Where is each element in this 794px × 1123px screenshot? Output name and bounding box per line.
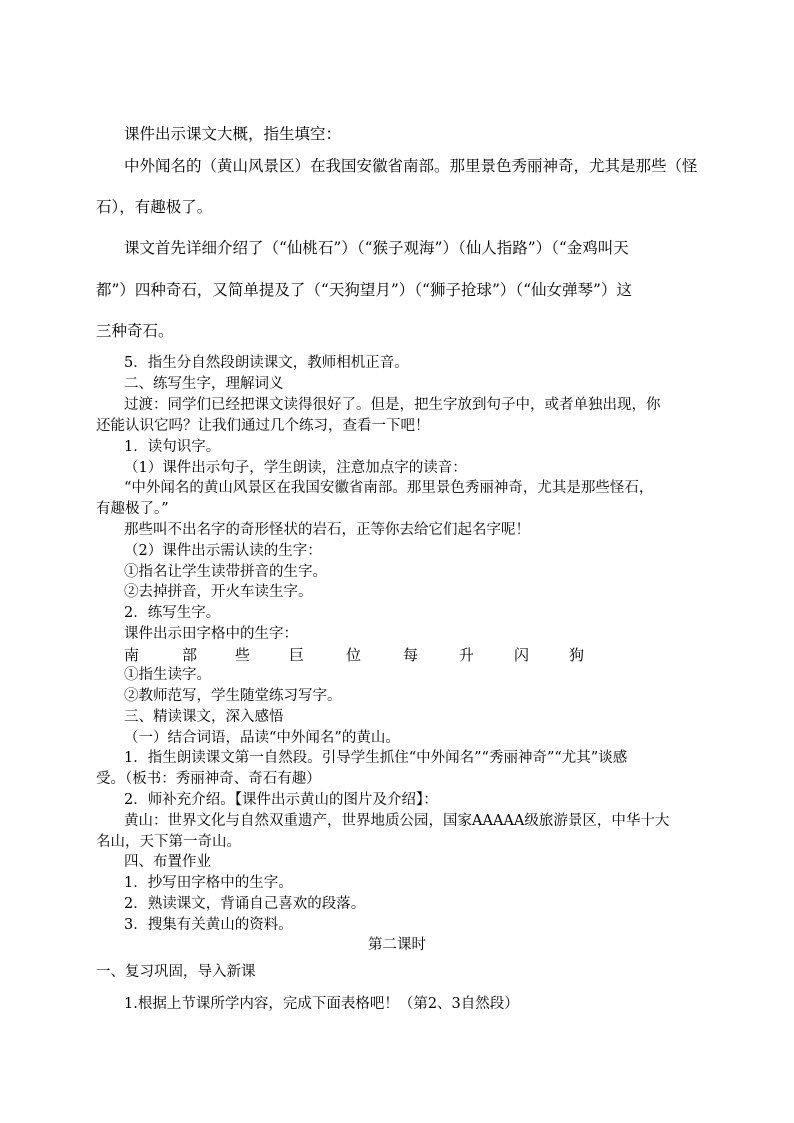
text-line: 还能认识它吗？让我们通过几个练习，查看一下吧！ bbox=[96, 418, 430, 434]
text-line: ②教师范写，学生随堂练习写字。 bbox=[124, 688, 342, 704]
section-heading: 四、布置作业 bbox=[124, 854, 211, 870]
text-line: 有趣极了。” bbox=[96, 501, 169, 517]
character: 闪 bbox=[514, 646, 530, 664]
text-line: 三种奇石。 bbox=[96, 322, 174, 340]
text-line: （一）结合词语，品读“中外闻名”的黄山。 bbox=[124, 730, 400, 746]
text-line: 石），有趣极了。 bbox=[96, 198, 213, 216]
text-line: “中外闻名的黄山风景区在我国安徽省南部。那里景色秀丽神奇，尤其是那些怪石， bbox=[124, 480, 654, 496]
section-heading: 二、练写生字，理解词义 bbox=[124, 376, 284, 392]
character: 位 bbox=[346, 646, 362, 664]
character-row bbox=[124, 644, 594, 664]
text-line: 名山，天下第一奇山。 bbox=[96, 834, 241, 850]
text-line: 1．抄写田字格中的生字。 bbox=[124, 875, 293, 891]
text-line: 课件出示课文大概，指生填空： bbox=[124, 125, 342, 143]
text-line: 黄山：世界文化与自然双重遗产，世界地质公园，国家AAAAA级旅游景区，中华十大 bbox=[124, 813, 670, 829]
character: 升 bbox=[459, 646, 475, 664]
text-line: ①指名让学生读带拼音的生字。 bbox=[124, 564, 327, 580]
section-heading: 一、复习巩固，导入新课 bbox=[96, 964, 256, 980]
text-line: 中外闻名的（黄山风景区）在我国安徽省南部。那里景色秀丽神奇，尤其是那些（怪 bbox=[124, 157, 698, 175]
session-title: 第二课时 bbox=[368, 937, 426, 953]
text-line: 受。（板书：秀丽神奇、奇石有趣） bbox=[96, 771, 321, 787]
character: 南 bbox=[124, 646, 140, 664]
character: 巨 bbox=[289, 646, 305, 664]
text-line: 那些叫不出名字的奇形怪状的岩石，正等你去给它们起名字呢！ bbox=[124, 522, 530, 538]
character: 些 bbox=[235, 646, 251, 664]
text-line: 都”）四种奇石，又简单提及了（“天狗望月”）（“狮子抢球”）（“仙女弹琴”）这 bbox=[96, 281, 632, 299]
text-line: （2）课件出示需认读的生字： bbox=[124, 543, 322, 559]
text-line: ②去掉拼音，开火车读生字。 bbox=[124, 584, 313, 600]
text-line: 过渡：同学们已经把课文读得很好了。但是，把生字放到句子中，或者单独出现，你 bbox=[124, 397, 661, 413]
character: 每 bbox=[403, 646, 419, 664]
character: 狗 bbox=[569, 646, 585, 664]
text-line: 2．师补充介绍。【课件出示黄山的图片及介绍】： bbox=[124, 792, 438, 808]
text-line: （1）课件出示句子，学生朗读，注意加点字的读音： bbox=[124, 460, 467, 476]
text-line: 1.根据上节课所学内容，完成下面表格吧！（第2、3自然段） bbox=[124, 996, 519, 1012]
text-line: 1．指生朗读课文第一自然段。引导学生抓住“中外闻名”“秀丽神奇”“尤其”谈感 bbox=[124, 750, 628, 766]
text-line: ①指生读字。 bbox=[124, 667, 211, 683]
text-line: 2．熟读课文，背诵自己喜欢的段落。 bbox=[124, 896, 366, 912]
text-line: 2．练写生字。 bbox=[124, 605, 221, 621]
text-line: 3．搜集有关黄山的资料。 bbox=[124, 917, 293, 933]
text-line: 课文首先详细介绍了（“仙桃石”）（“猴子观海”）（仙人指路”）（“金鸡叫天 bbox=[124, 239, 629, 257]
text-line: 5．指生分自然段朗读课文，教师相机正音。 bbox=[124, 355, 409, 371]
section-heading: 三、精读课文，深入感悟 bbox=[124, 709, 284, 725]
text-line: 1．读句识字。 bbox=[124, 439, 221, 455]
character: 部 bbox=[182, 646, 198, 664]
text-line: 课件出示田字格中的生字： bbox=[124, 626, 298, 642]
